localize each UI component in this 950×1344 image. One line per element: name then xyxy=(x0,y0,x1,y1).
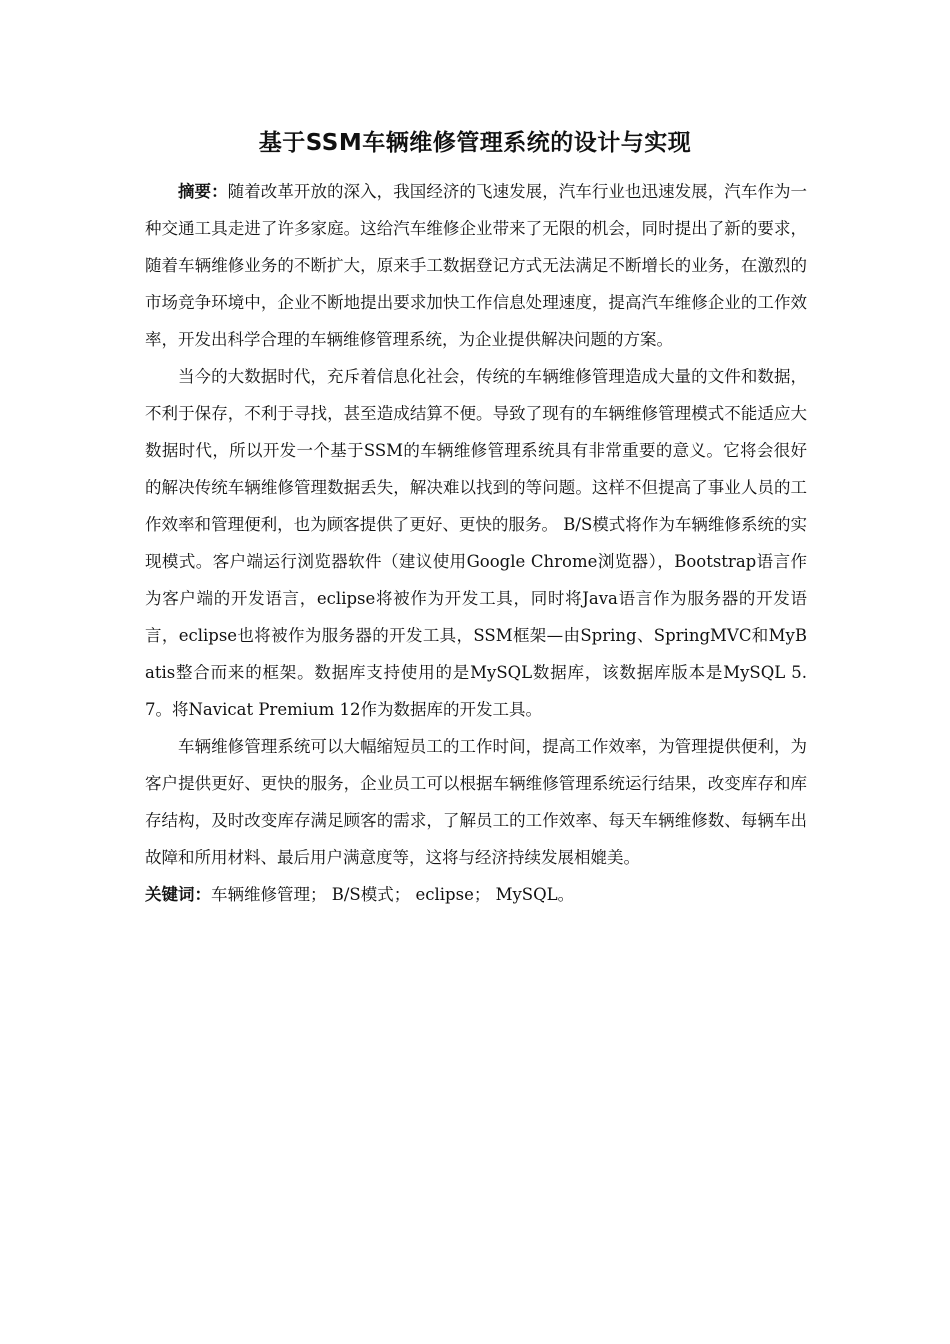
abstract-paragraph-2: 当今的大数据时代，充斥着信息化社会，传统的车辆维修管理造成大量的文件和数据，不利于保存，不利于寻找，甚至造成结算不便。导致了现有的车辆维修管理模式不能适应大数据时代，所以开发一个基于SSM的车辆维修管理系统具有非常重要的意义。它将会很好的解决传统车辆维修管理数据丢失，解决难以找到的等问题。这样不但提高了事业人员的工作效率和管理便利，也为顾客提供了更好、更快的服务。 B/S模式将作为车辆维修系统的实现模式。客户端运行浏览器软件（建议使用Google Chrome浏览器），Bootstrap语言作为客户端的开发语言，eclipse将被作为开发工具，同时将Java语言作为服务器的开发语言，eclipse也将被作为服务器的开发工具，SSM框架—由Spring、SpringMVC和MyBatis整合而来的框架。数据库支持使用的是MySQL数据库，该数据库版本是MySQL 5.7。将Navicat Premium 12作为数据库的开发工具。 xyxy=(145,367,807,719)
abstract-body xyxy=(145,173,807,913)
keywords-label: 关键词： xyxy=(145,885,211,904)
abstract-paragraph-3: 车辆维修管理系统可以大幅缩短员工的工作时间，提高工作效率，为管理提供便利，为客户提供更好、更快的服务，企业员工可以根据车辆维修管理系统运行结果，改变库存和库存结构，及时改变库存满足顾客的需求，了解员工的工作效率、每天车辆维修数、每辆车出故障和所用材料、最后用户满意度等，这将与经济持续发展相媲美。 xyxy=(145,737,807,867)
abstract-label: 摘要： xyxy=(178,182,228,201)
keywords-line xyxy=(145,876,807,913)
paragraph-text: 随着改革开放的深入，我国经济的飞速发展，汽车行业也迅速发展，汽车作为一种交通工具走进了许多家庭。这给汽车维修企业带来了无限的机会，同时提出了新的要求，随着车辆维修业务的不断扩大，原来手工数据登记方式无法满足不断增长的业务，在激烈的市场竞争环境中，企业不断地提出要求加快工作信息处理速度，提高汽车维修企业的工作效率，开发出科学合理的车辆维修管理系统，为企业提供解决问题的方案。 xyxy=(145,182,808,349)
keywords-text: 车辆维修管理； B/S模式； eclipse； MySQL。 xyxy=(211,885,575,904)
abstract-paragraph-1 xyxy=(145,173,807,358)
document-title: 基于SSM车辆维修管理系统的设计与实现 xyxy=(258,130,692,156)
